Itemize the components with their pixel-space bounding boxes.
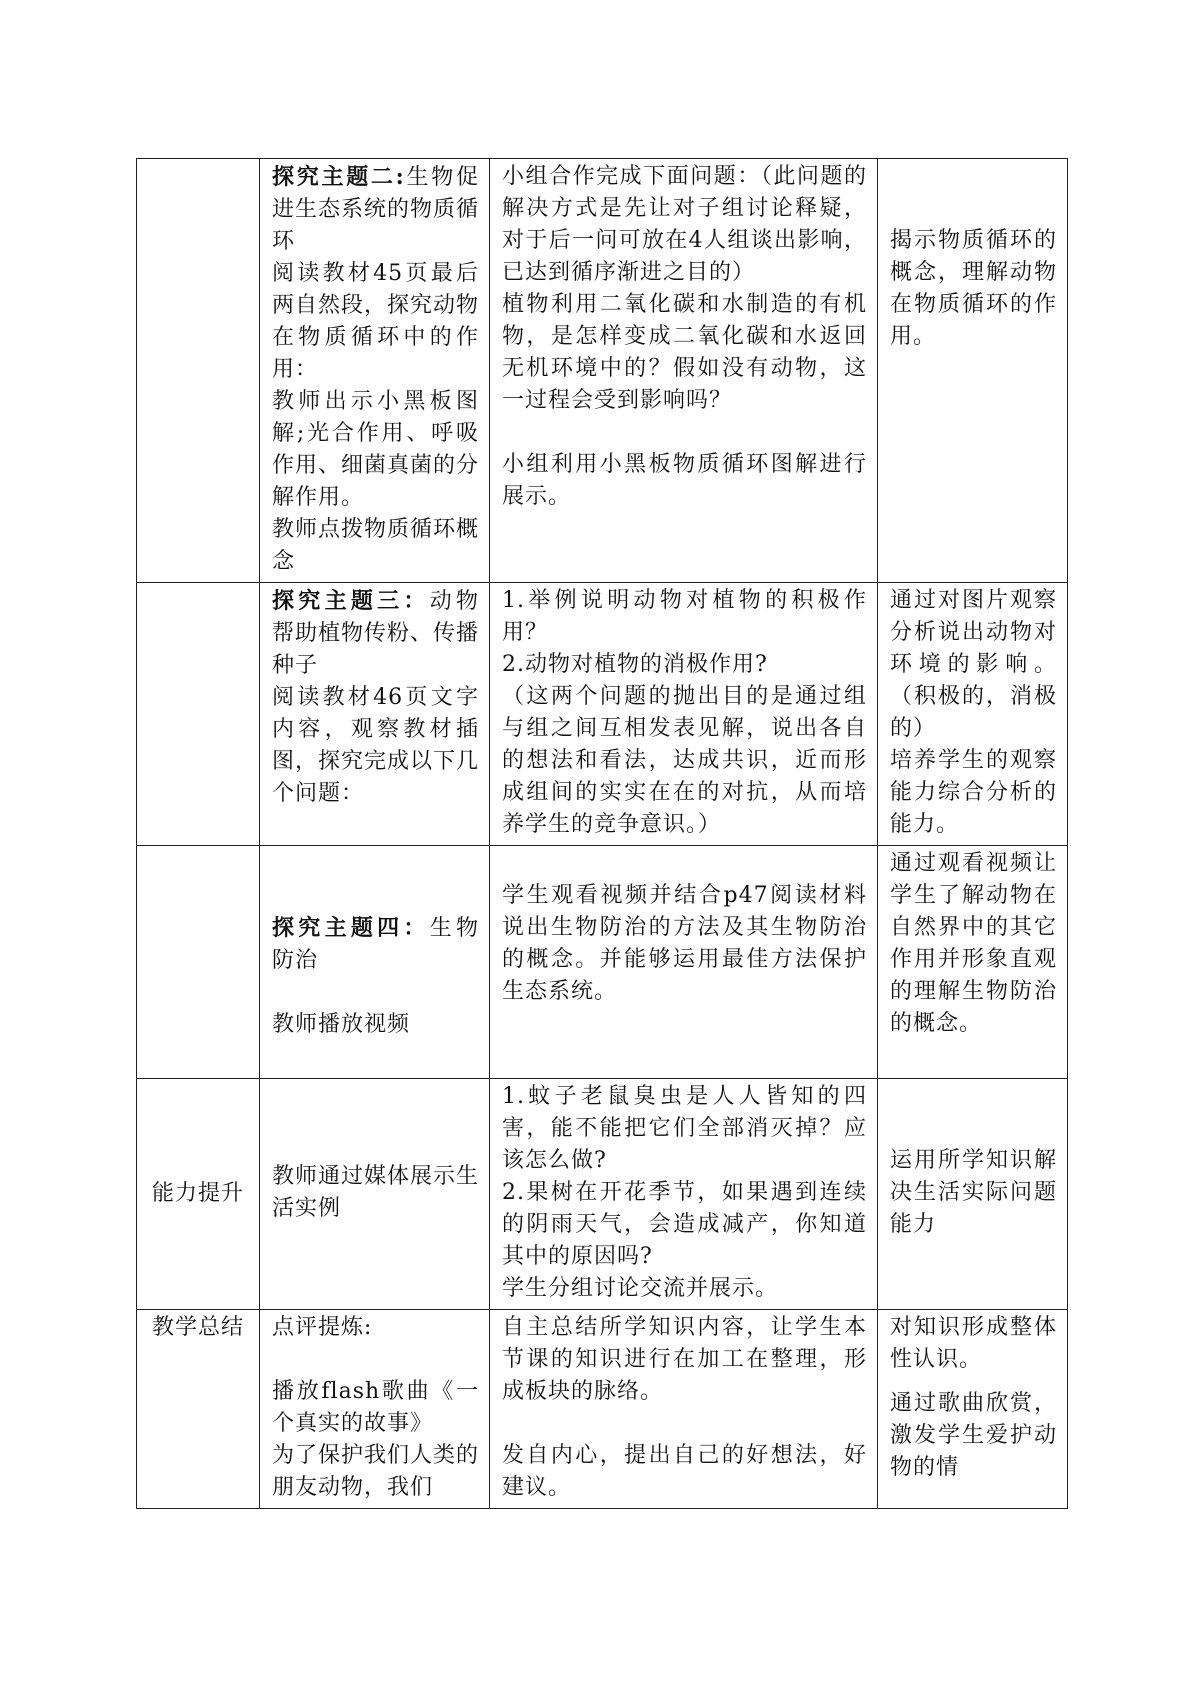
stage-label: 能力提升: [151, 1181, 244, 1206]
spacer: [272, 880, 479, 912]
teacher-activity-cell: [260, 846, 490, 1079]
topic-title: 生物促进生态系统的物质循环: [272, 165, 480, 254]
student-line: 小组合作完成下面问题：（此问题的解决方式是先让对子组讨论释疑，对于后一问可放在4人组谈出影响，已达到循序渐进之目的）: [502, 164, 867, 285]
student-line: 1.举例说明动物对植物的积极作用？: [502, 588, 867, 645]
spacer: [890, 193, 1057, 225]
intent-line: 通过歌曲欣赏，激发学生爱护动物的情: [890, 1391, 1057, 1480]
spacer: [272, 1344, 479, 1376]
lesson-plan-table: [136, 158, 1068, 1509]
teacher-line: 点评提炼:: [272, 1315, 373, 1340]
stage-cell-empty: [137, 846, 260, 1079]
topic-heading: 探究主题二:: [272, 164, 405, 190]
student-line: （这两个问题的抛出目的是通过组与组之间互相发表见解，说出各自的想法和看法，达成共识，近而形成组间的实实在在的对抗，从而培养学生的竞争意识。）: [502, 684, 867, 837]
student-activity-cell: [490, 583, 878, 846]
teacher-line: 阅读教材46页文字内容，观察教材插图，探究完成以下几个问题：: [272, 685, 480, 806]
design-intent-cell: [878, 1310, 1068, 1509]
stage-cell-empty: [137, 583, 260, 846]
teacher-activity-cell: [260, 1079, 490, 1310]
spacer: [272, 848, 479, 880]
table-row-topic-4: [137, 846, 1068, 1079]
teacher-line: 阅读教材45页最后两自然段，探究动物在物质循环中的作用：: [272, 261, 480, 382]
intent-line: 培养学生的观察能力综合分析的能力。: [890, 748, 1057, 837]
student-line: 发自内心，提出自己的好想法，好建议。: [502, 1443, 867, 1500]
teacher-line: 教师通过媒体展示生活实例: [272, 1164, 480, 1221]
student-line: 2.果树在开花季节，如果遇到连续的阴雨天气，会造成减产，你知道其中的原因吗?: [502, 1180, 867, 1269]
teacher-line: 播放flash歌曲《一个真实的故事》: [272, 1379, 479, 1436]
teacher-activity-cell: [260, 159, 490, 583]
teacher-activity-cell: [260, 583, 490, 846]
student-line: 植物利用二氧化碳和水制造的有机物，是怎样变成二氧化碳和水返回无机环境中的？假如没有动物，这一过程会受到影响吗？: [502, 292, 867, 413]
teacher-line: 教师点拨物质循环概念: [272, 517, 480, 574]
student-line: 小组利用小黑板物质循环图解进行展示。: [502, 452, 867, 509]
spacer: [890, 1376, 1057, 1388]
table-row-topic-3: [137, 583, 1068, 846]
table-row-topic-2: [137, 159, 1068, 583]
intent-line: 通过观看视频让学生了解动物在自然界中的其它作用并形象直观的理解生物防治的概念。: [890, 851, 1057, 1036]
student-activity-cell: [490, 159, 878, 583]
stage-label: 教学总结: [151, 1315, 244, 1340]
table-row-ability: [137, 1079, 1068, 1310]
spacer: [502, 417, 867, 449]
intent-line: 运用所学知识解决生活实际问题能力: [890, 1148, 1057, 1237]
student-line: 学生观看视频并结合p47阅读材料说出生物防治的方法及其生物防治的概念。并能够运用最佳方法保护生态系统。: [502, 883, 867, 1004]
design-intent-cell: [878, 159, 1068, 583]
design-intent-cell: [878, 846, 1068, 1079]
spacer: [272, 977, 479, 1009]
topic-title: 动物帮助植物传粉、传播种子: [272, 589, 480, 678]
topic-heading: 探究主题三：: [272, 588, 430, 614]
topic-title: 生物防治: [272, 916, 479, 973]
teacher-line: 教师播放视频: [272, 1012, 411, 1037]
spacer: [890, 161, 1057, 193]
student-activity-cell: [490, 846, 878, 1079]
teacher-line: 教师出示小黑板图解;光合作用、呼吸作用、细菌真菌的分解作用。: [272, 389, 480, 510]
student-line: 学生分组讨论交流并展示。: [502, 1276, 779, 1301]
table-row-summary: [137, 1310, 1068, 1509]
student-activity-cell: [490, 1310, 878, 1509]
teacher-activity-cell: [260, 1310, 490, 1509]
stage-cell-empty: [137, 159, 260, 583]
topic-heading: 探究主题四：: [272, 915, 430, 941]
student-activity-cell: [490, 1079, 878, 1310]
student-line: 2.动物对植物的消极作用?: [502, 652, 768, 677]
student-line: 自主总结所学知识内容，让学生本节课的知识进行在加工在整理，形成板块的脉络。: [502, 1315, 867, 1404]
student-line: 1.蚊子老鼠臭虫是人人皆知的四害，能不能把它们全部消灭掉？应该怎么做?: [502, 1084, 867, 1173]
intent-line: 对知识形成整体性认识。: [890, 1315, 1057, 1372]
stage-cell: [137, 1310, 260, 1509]
stage-cell: [137, 1079, 260, 1310]
teacher-line: 为了保护我们人类的朋友动物，我们: [272, 1443, 480, 1500]
intent-line: 通过对图片观察分析说出动物对环境的影响。（积极的，消极的）: [890, 588, 1057, 741]
spacer: [502, 848, 867, 880]
design-intent-cell: [878, 1079, 1068, 1310]
design-intent-cell: [878, 583, 1068, 846]
intent-line: 揭示物质循环的概念，理解动物在物质循环的作用。: [890, 228, 1057, 349]
spacer: [502, 1408, 867, 1440]
